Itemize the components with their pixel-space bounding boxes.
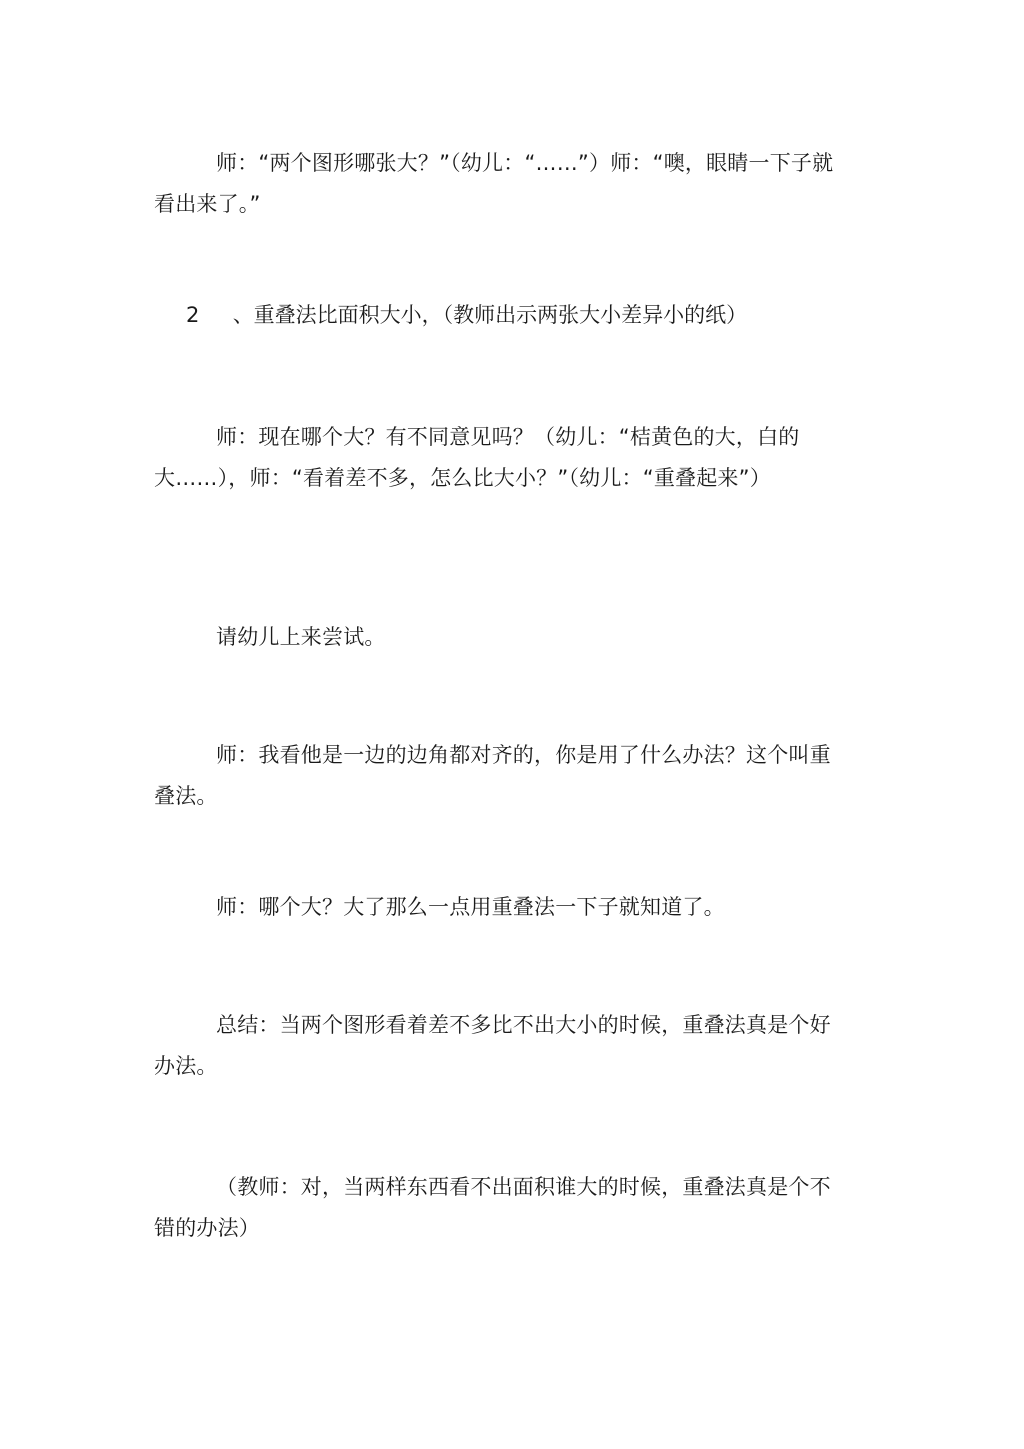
section-number: 2 bbox=[186, 303, 200, 327]
paragraph-which-bigger: 师：现在哪个大？有不同意见吗？（幼儿：“桔黄色的大，白的大……），师：“看着差不多，怎么比大小？”（幼儿：“重叠起来”） bbox=[154, 425, 800, 490]
paragraph-teacher-conclusion: （教师：对，当两样东西看不出面积谁大的时候，重叠法真是个不错的办法） bbox=[154, 1175, 831, 1240]
section-title: 、重叠法比面积大小，（教师出示两张大小差异小的纸） bbox=[232, 303, 748, 327]
section-heading bbox=[186, 295, 747, 336]
paragraph-overlap-method: 师：我看他是一边的边角都对齐的，你是用了什么办法？这个叫重叠法。 bbox=[154, 743, 831, 808]
paragraph-a-bit-bigger: 师：哪个大？大了那么一点用重叠法一下子就知道了。 bbox=[216, 895, 725, 919]
paragraph-summary: 总结：当两个图形看着差不多比不出大小的时候，重叠法真是个好办法。 bbox=[154, 1013, 831, 1078]
paragraph-children-try: 请幼儿上来尝试。 bbox=[216, 625, 386, 649]
paragraph-teacher-question: 师：“两个图形哪张大？”（幼儿：“……”）师：“噢，眼睛一下子就看出来了。” bbox=[154, 151, 834, 216]
